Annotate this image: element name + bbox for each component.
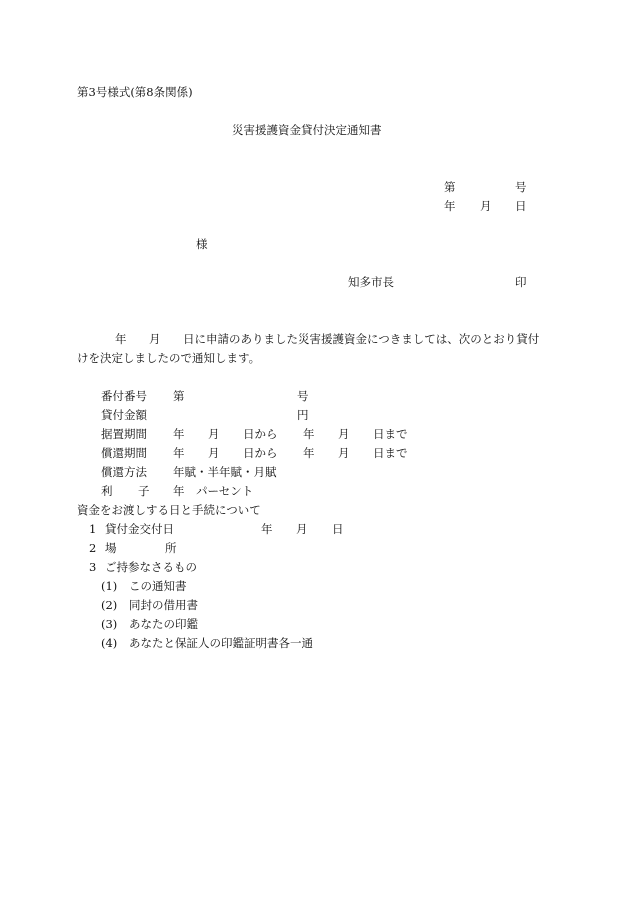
deferment-until: 日まで xyxy=(373,427,408,441)
deferment-year2: 年 xyxy=(303,427,315,441)
repayment-year2: 年 xyxy=(303,446,315,460)
delivery-item2-num: 2 xyxy=(89,541,97,555)
body-line1: 日に申請のありました災害援護資金につきましては、次のとおり貸付 xyxy=(183,332,540,346)
repayment-month2: 月 xyxy=(338,446,350,460)
delivery-item3-label: ご持参なさるもの xyxy=(105,560,197,574)
delivery-item1-day: 日 xyxy=(332,522,344,536)
detail-number-prefix: 第 xyxy=(173,389,185,403)
detail-repayment-period-label: 償還期間 xyxy=(101,446,147,460)
deferment-from: 日から xyxy=(243,427,278,441)
repayment-month1: 月 xyxy=(208,446,220,460)
detail-number-label: 番付番号 xyxy=(101,389,147,403)
detail-interest-year: 年 xyxy=(173,484,185,498)
bring-item-text: あなたと保証人の印鑑証明書各一通 xyxy=(129,636,313,650)
delivery-item2-label-a: 場 xyxy=(105,541,117,555)
deferment-year1: 年 xyxy=(173,427,185,441)
issuer-name: 知多市長 xyxy=(348,275,394,289)
delivery-item1-num: 1 xyxy=(89,522,97,536)
repayment-from: 日から xyxy=(243,446,278,460)
detail-amount-label: 貸付金額 xyxy=(101,408,147,422)
bring-item-num: (4) xyxy=(101,636,118,650)
bring-item-text: 同封の借用書 xyxy=(129,598,198,612)
detail-amount-unit: 円 xyxy=(297,408,309,422)
delivery-item3-num: 3 xyxy=(89,560,97,574)
detail-interest-label-a: 利 xyxy=(101,484,113,498)
bring-item-text: あなたの印鑑 xyxy=(129,617,198,631)
body-month: 月 xyxy=(149,332,161,346)
date-day: 日 xyxy=(515,199,527,213)
issuer-seal: 印 xyxy=(515,275,527,289)
document-title: 災害援護資金貸付決定通知書 xyxy=(232,123,382,137)
deferment-month2: 月 xyxy=(338,427,350,441)
repayment-year1: 年 xyxy=(173,446,185,460)
bring-item-text: この通知書 xyxy=(129,579,187,593)
number-prefix: 第 xyxy=(444,180,456,194)
detail-repayment-method-label: 償還方法 xyxy=(101,465,147,479)
recipient-honorific: 様 xyxy=(196,237,208,251)
repayment-until: 日まで xyxy=(373,446,408,460)
bring-item-num: (3) xyxy=(101,617,118,631)
number-suffix: 号 xyxy=(515,180,527,194)
date-year: 年 xyxy=(444,199,456,213)
detail-interest-label-b: 子 xyxy=(138,484,150,498)
bring-item-num: (1) xyxy=(101,579,118,593)
date-month: 月 xyxy=(480,199,492,213)
delivery-item1-label: 貸付金交付日 xyxy=(105,522,174,536)
delivery-item2-label-b: 所 xyxy=(165,541,177,555)
body-line2: けを決定しましたので通知します。 xyxy=(77,351,261,365)
delivery-item1-month: 月 xyxy=(296,522,308,536)
delivery-heading: 資金をお渡しする日と手続について xyxy=(77,503,261,517)
detail-repayment-method-value: 年賦・半年賦・月賦 xyxy=(173,465,277,479)
detail-deferment-label: 据置期間 xyxy=(101,427,147,441)
body-year: 年 xyxy=(115,332,127,346)
detail-number-suffix: 号 xyxy=(297,389,309,403)
deferment-month1: 月 xyxy=(208,427,220,441)
form-label: 第3号様式(第8条関係) xyxy=(77,85,193,99)
detail-interest-unit: パーセント xyxy=(196,484,254,498)
bring-item-num: (2) xyxy=(101,598,118,612)
delivery-item1-year: 年 xyxy=(261,522,273,536)
